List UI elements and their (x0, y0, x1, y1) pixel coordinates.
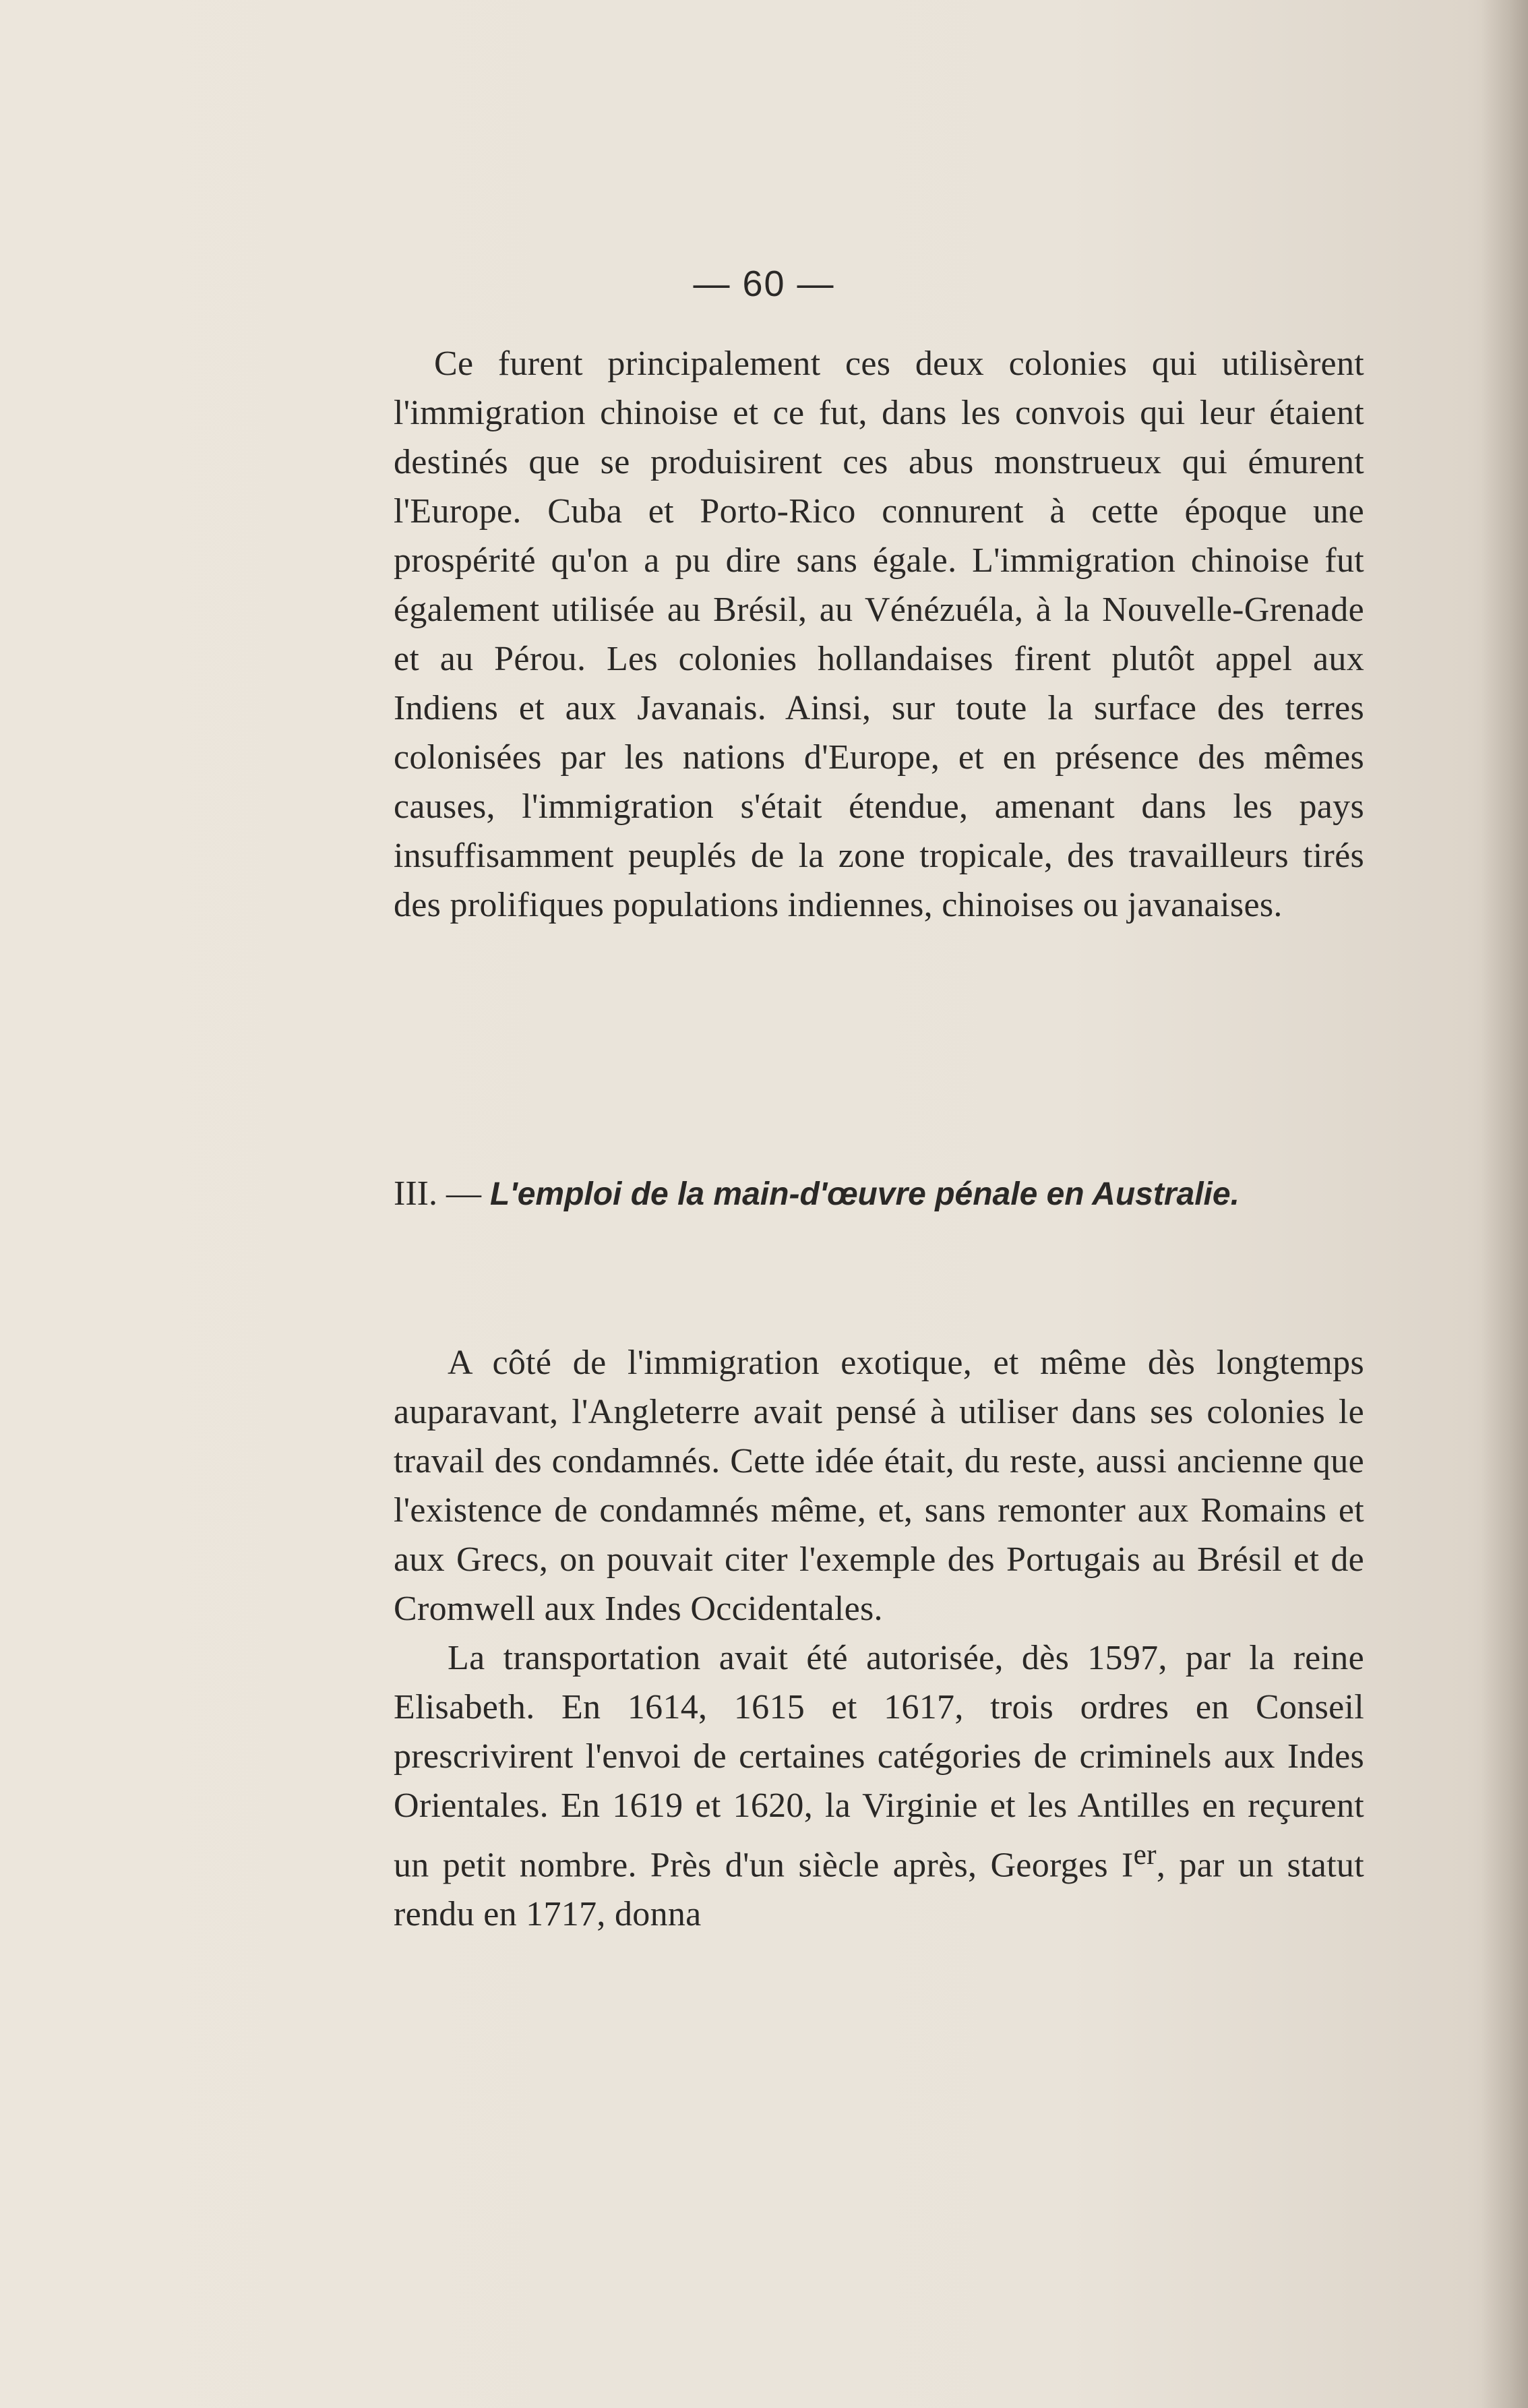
page-edge-shadow (1481, 0, 1528, 2408)
section-number: III. — (394, 1174, 490, 1213)
paragraph-immigration: Ce furent principalement ces deux colonies qui utilisèrent l'immigration chinoise et ce fut, dans les convois qui leur étaient destinés que se produisirent ces abus monstrueux qui émurent l'Europe. Cuba et Porto-Rico connurent à cette époque une prospérité qu'on a pu dire sans égale. L'immigration chinoise fut également utilisée au Brésil, au Vénézuéla, à la Nouvelle-Grenade et au Pérou. Les colonies hollandaises firent plutôt appel aux Indiens et aux Javanais. Ainsi, sur toute la surface des terres colonisées par les nations d'Europe, et en présence des mêmes causes, l'immigration s'était étendue, amenant dans les pays insuffisamment peuplés de la zone tropicale, des travailleurs tirés des prolifiques populations indiennes, chinoises ou javanaises. (394, 344, 1364, 924)
ordinal-superscript: er (1133, 1838, 1157, 1871)
paragraph-transportation (394, 1633, 1364, 1939)
page-number: — 60 — (693, 264, 835, 304)
section-heading (394, 1169, 1364, 1219)
paragraph-convicts: A côté de l'immigration exotique, et même dès longtemps auparavant, l'Angleterre avait pensé à utiliser dans ses colonies le travail des condamnés. Cette idée était, du reste, aussi ancienne que l'existence de condamnés même, et, sans remonter aux Romains et aux Grecs, on pouvait citer l'exemple des Portugais au Brésil et de Cromwell aux Indes Occidentales. (394, 1344, 1364, 1628)
section-title: L'emploi de la main-d'œuvre pénale en Australie. (489, 1176, 1240, 1212)
paragraph-transportation-text: La transportation avait été autorisée, dès 1597, par la reine Elisabeth. En 1614, 1615 et 1617, trois ordres en Conseil prescrivirent l'envoi de certaines catégories de criminels aux Indes Orientales. En 1619 et 1620, la Virginie et les Antilles en reçurent un petit nombre. Près d'un siècle après, Georges I (394, 1639, 1364, 1885)
text-block-top (394, 339, 1364, 930)
paragraph-transportation-end: , par un statut rendu en 1717, donna (394, 1846, 1364, 1934)
text-block-bottom (394, 1338, 1364, 1939)
